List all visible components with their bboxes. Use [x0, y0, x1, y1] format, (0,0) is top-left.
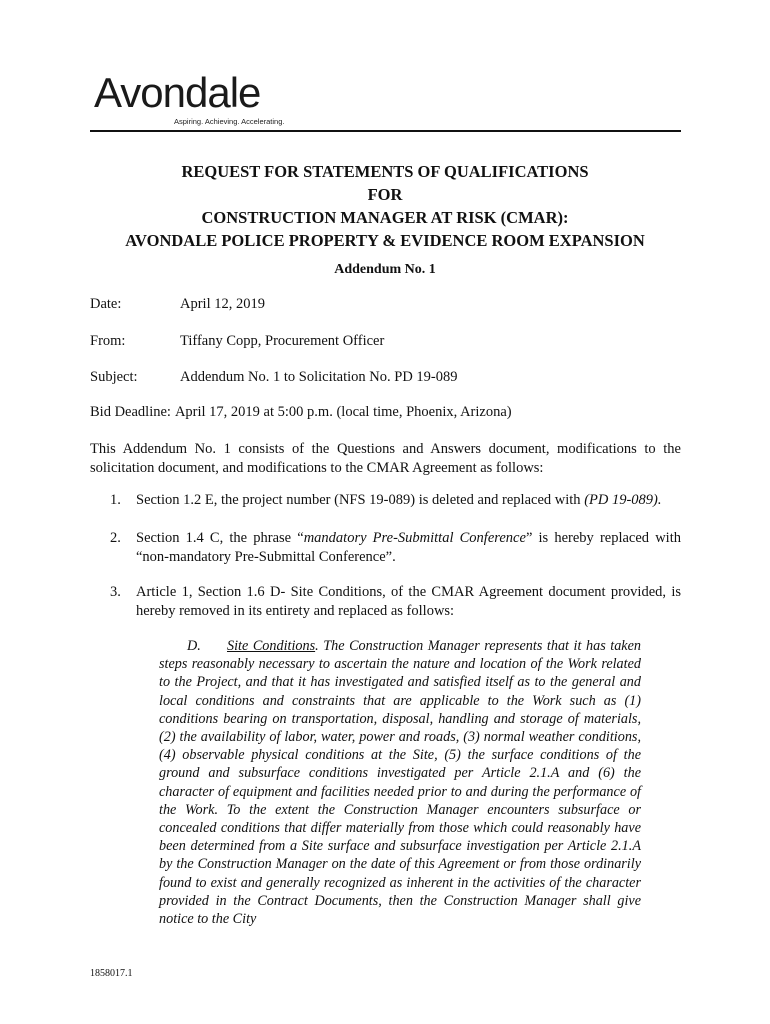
title-line-1: REQUEST FOR STATEMENTS OF QUALIFICATIONS [181, 162, 589, 181]
list-item [90, 529, 681, 567]
meta-from [90, 333, 384, 350]
clause-letter: D. [187, 638, 201, 654]
logo-wordmark: Avondale [94, 69, 261, 116]
meta-date [90, 296, 265, 313]
list-item-number: 1. [110, 492, 121, 508]
subject-label: Subject: [90, 369, 138, 385]
list-item-text: Section 1.4 C, the phrase “mandatory Pre-Submittal Conference” is hereby replaced with “non-mandatory Pre-Submittal Conference”. [136, 530, 681, 565]
document-title [60, 160, 710, 252]
from-label: From: [90, 333, 126, 349]
logo-tagline: Aspiring. Achieving. Accelerating. [174, 117, 285, 126]
list-item [90, 491, 681, 510]
meta-bid-deadline [90, 404, 512, 421]
bid-deadline-label: Bid Deadline: [90, 404, 171, 420]
meta-subject [90, 369, 458, 386]
title-line-3: CONSTRUCTION MANAGER AT RISK (CMAR): [201, 208, 569, 227]
intro-paragraph: This Addendum No. 1 consists of the Questions and Answers document, modifications to the solicitation document, and modifications to the CMAR Agreement as follows: [90, 441, 681, 476]
clause-heading: Site Conditions [227, 638, 316, 654]
list-item-number: 3. [110, 584, 121, 600]
document-id: 1858017.1 [90, 968, 133, 979]
subject-value: Addendum No. 1 to Solicitation No. PD 19-089 [180, 369, 458, 385]
clause-body: . The Construction Manager represents that it has taken steps reasonably necessary to ascertain the nature and location of the Work related to the Project, and that it has investigated and satisfied itself as to the general and local conditions and constraints that are applicable to the Work such as (1) conditions bearing on transportation, disposal, handling and storage of materials, (2) the availability of labor, water, power and roads, (3) normal weather conditions, (4) observable physical conditions at the Site, (5) the surface conditions of the ground and subsurface conditions investigated per Article 2.1.A and (6) the character of equipment and facilities needed prior to and during the performance of the Work. To the extent the Construction Manager encounters subsurface or concealed conditions that differ materially from those which could reasonably have been determined from a Site surface and subsurface investigation per Article 2.1.A by the Construction Manager on the date of this Agreement or from those ordinarily found to exist and generally recognized as inherent in the activities of the character provided in the Contract Documents, then the Construction Manager shall give notice to the City [159, 638, 641, 928]
site-conditions-clause [159, 637, 641, 928]
avondale-logo [94, 69, 294, 126]
from-value: Tiffany Copp, Procurement Officer [180, 333, 385, 349]
date-value: April 12, 2019 [180, 296, 265, 312]
list-item-text: Section 1.2 E, the project number (NFS 19-089) is deleted and replaced with (PD 19-089). [136, 492, 662, 508]
title-line-2: FOR [367, 185, 403, 204]
date-label: Date: [90, 296, 122, 312]
list-item [90, 583, 681, 621]
bid-deadline-value: April 17, 2019 at 5:00 p.m. (local time, Phoenix, Arizona) [174, 404, 512, 420]
header-rule [90, 130, 681, 132]
list-item-number: 2. [110, 530, 121, 546]
addendum-heading: Addendum No. 1 [334, 262, 436, 277]
list-item-text: Article 1, Section 1.6 D- Site Conditions, of the CMAR Agreement document provided, is hereby removed in its entirety and replaced as follows: [136, 584, 681, 619]
title-line-4: AVONDALE POLICE PROPERTY & EVIDENCE ROOM EXPANSION [125, 231, 645, 250]
